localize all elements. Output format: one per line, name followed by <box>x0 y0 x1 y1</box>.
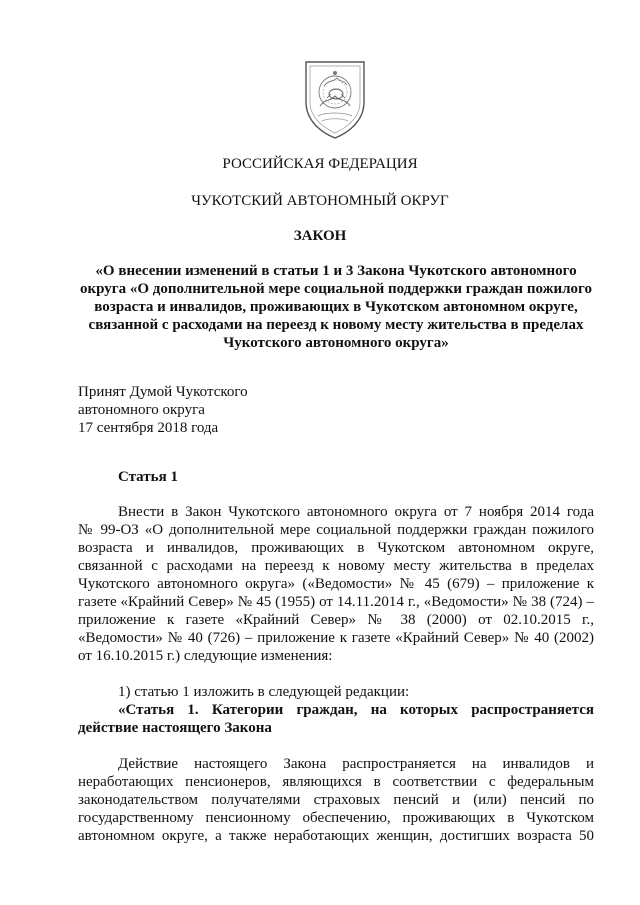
paragraph-line: № 99-ОЗ «О дополнительной мере социальной поддержки граждан пожилого <box>78 522 594 538</box>
paragraph-line: газете «Крайний Север» № 45 (1955) от 14.11.2014 г., «Ведомости» № 38 (724) – <box>78 594 594 610</box>
adoption-line: автономного округа <box>78 402 205 418</box>
article-1-heading: Статья 1 <box>118 469 178 485</box>
paragraph-line: от 16.10.2015 г.) следующие изменения: <box>78 648 333 664</box>
body-line: законодательством получателями страховых пенсий и (или) пенсий по <box>78 792 594 808</box>
paragraph-line: Внести в Закон Чукотского автономного округа от 7 ноября 2014 года <box>118 504 594 520</box>
quoted-article-heading: действие настоящего Закона <box>78 720 272 736</box>
body-line: Действие настоящего Закона распространяется на инвалидов и <box>118 756 594 772</box>
body-line: автономном округе, а также неработающих женщин, достигших возраста 50 <box>78 828 594 844</box>
region-name: ЧУКОТСКИЙ АВТОНОМНЫЙ ОКРУГ <box>191 193 449 209</box>
law-title-line: Чукотского автономного округа» <box>223 335 449 351</box>
law-title-line: «О внесении изменений в статьи 1 и 3 Закона Чукотского автономного <box>95 263 577 279</box>
law-title-line: возраста и инвалидов, проживающих в Чукотском автономном округе, <box>94 299 578 315</box>
amendment-item: 1) статью 1 изложить в следующей редакции: <box>118 684 410 700</box>
paragraph-line: связанной с расходами на переезд к новому месту жительства в пределах <box>78 558 594 574</box>
body-line: государственному пенсионному обеспечению, проживающих в Чукотском <box>78 810 594 826</box>
paragraph-line: Чукотского автономного округа» («Ведомости» № 45 (679) – приложение к <box>78 576 594 592</box>
law-title-line: округа «О дополнительной мере социальной поддержки граждан пожилого <box>80 281 592 297</box>
adoption-line: Принят Думой Чукотского <box>78 384 248 400</box>
paragraph-line: приложение к газете «Крайний Север» № 38 (2000) от 02.10.2015 г., <box>78 612 594 628</box>
law-title-line: связанной с расходами на переезд к новому месту жительства в пределах <box>88 317 584 333</box>
adoption-date: 17 сентября 2018 года <box>78 420 219 436</box>
coat-of-arms-emblem <box>300 58 370 140</box>
adoption-note <box>78 383 248 437</box>
paragraph-line: «Ведомости» № 40 (726) – приложение к газете «Крайний Север» № 40 (2002) <box>78 630 594 646</box>
quoted-article-heading: «Статья 1. Категории граждан, на которых распространяется <box>118 702 594 718</box>
paragraph-line: возраста и инвалидов, проживающих в Чукотском автономном округе, <box>78 540 594 556</box>
body-line: неработающих пенсионеров, являющихся в соответствии с федеральным <box>78 774 594 790</box>
country-name: РОССИЙСКАЯ ФЕДЕРАЦИЯ <box>222 156 418 172</box>
document-type: ЗАКОН <box>293 228 347 244</box>
law-title <box>76 262 596 352</box>
